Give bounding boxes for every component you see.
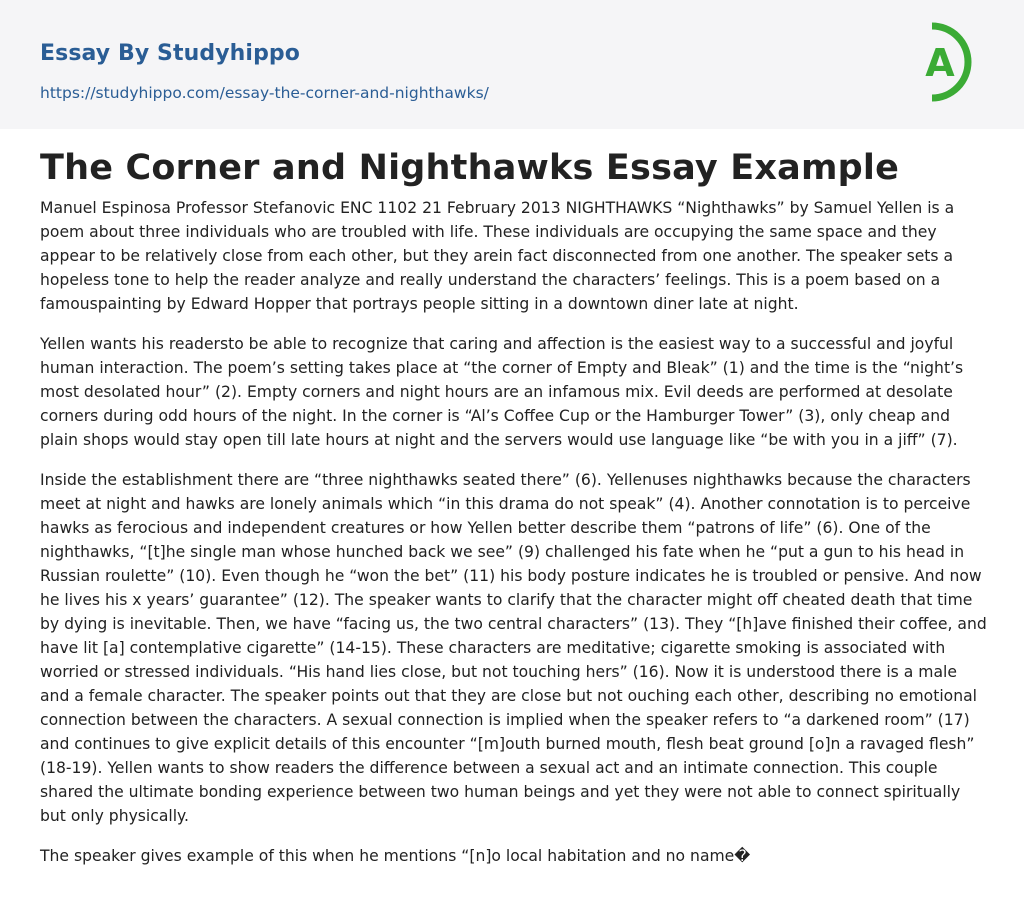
- essay-url-link[interactable]: https://studyhippo.com/essay-the-corner-and-nighthawks/: [40, 84, 489, 102]
- paragraph: Yellen wants his readersto be able to recognize that caring and affection is the easiest way to a successful and joyful human interaction. The poem’s setting takes place at “the corner of Empty and Bleak” (1) and the time is the “night’s most desolated hour” (2). Empty corners and night hours are an infamous mix. Evil deeds are performed at desolate corners during odd hours of the night. In the corner is “Al’s Coffee Cup or the Hamburger Tower” (3), only cheap and plain shops would stay open till late hours at night and the servers would use language like “be with you in a jiff” (7).: [40, 335, 964, 449]
- paragraph: The speaker gives example of this when he mentions “[n]o local habitation and no name�: [40, 847, 751, 865]
- studyhippo-logo-icon[interactable]: [912, 18, 986, 106]
- paragraph: Manuel Espinosa Professor Stefanovic ENC 1102 21 February 2013 NIGHTHAWKS “Nighthawks” by Samuel Yellen is a poem about three individuals who are troubled with life. These individuals are occupying the same space and they appear to be relatively close from each other, but they arein fact disconnected from one another. The speaker sets a hopeless tone to help the reader analyze and really understand the characters’ feelings. This is a poem based on a famouspainting by Edward Hopper that portrays people sitting in a downtown diner late at night.: [40, 199, 955, 313]
- paragraph: Inside the establishment there are “three nighthawks seated there” (6). Yellenuses nighthawks because the characters meet at night and hawks are lonely animals which “in this drama do not speak” (4). Another connotation is to perceive hawks as ferocious and independent creatures or how Yellen better describe them “patrons of life” (6). One of the nighthawks, “[t]he single man whose hunched back we see” (9) challenged his fate when he “put a gun to his head in Russian roulette” (10). Even though he “won the bet” (11) his body posture indicates he is troubled or pensive. And now he lives his x years’ guarantee” (12). The speaker wants to clarify that the character might off cheated death that time by dying is inevitable. Then, we have “facing us, the two central characters” (13). They “[h]ave finished their coffee, and have lit [a] contemplative cigarette” (14-15). These characters are meditative; cigarette smoking is associated with worried or stressed individuals. “His hand lies close, but not touching hers” (16). Now it is understood there is a male and a female character. The speaker points out that they are close but not ouching each other, describing no emotional connection between the characters. A sexual connection is implied when the speaker refers to “a darkened room” (17) and continues to give explicit details of this encounter “[m]outh burned mouth, flesh beat ground [o]n a ravaged flesh” (18-19). Yellen wants to show readers the difference between a sexual act and an intimate connection. This couple shared the ultimate bonding experience between two human beings and yet they were not able to connect spiritually but only physically.: [40, 471, 987, 825]
- logo-letter: A: [925, 41, 955, 85]
- article-body: [40, 196, 990, 884]
- site-brand[interactable]: Essay By Studyhippo: [40, 41, 300, 66]
- page-title: The Corner and Nighthawks Essay Example: [40, 148, 900, 188]
